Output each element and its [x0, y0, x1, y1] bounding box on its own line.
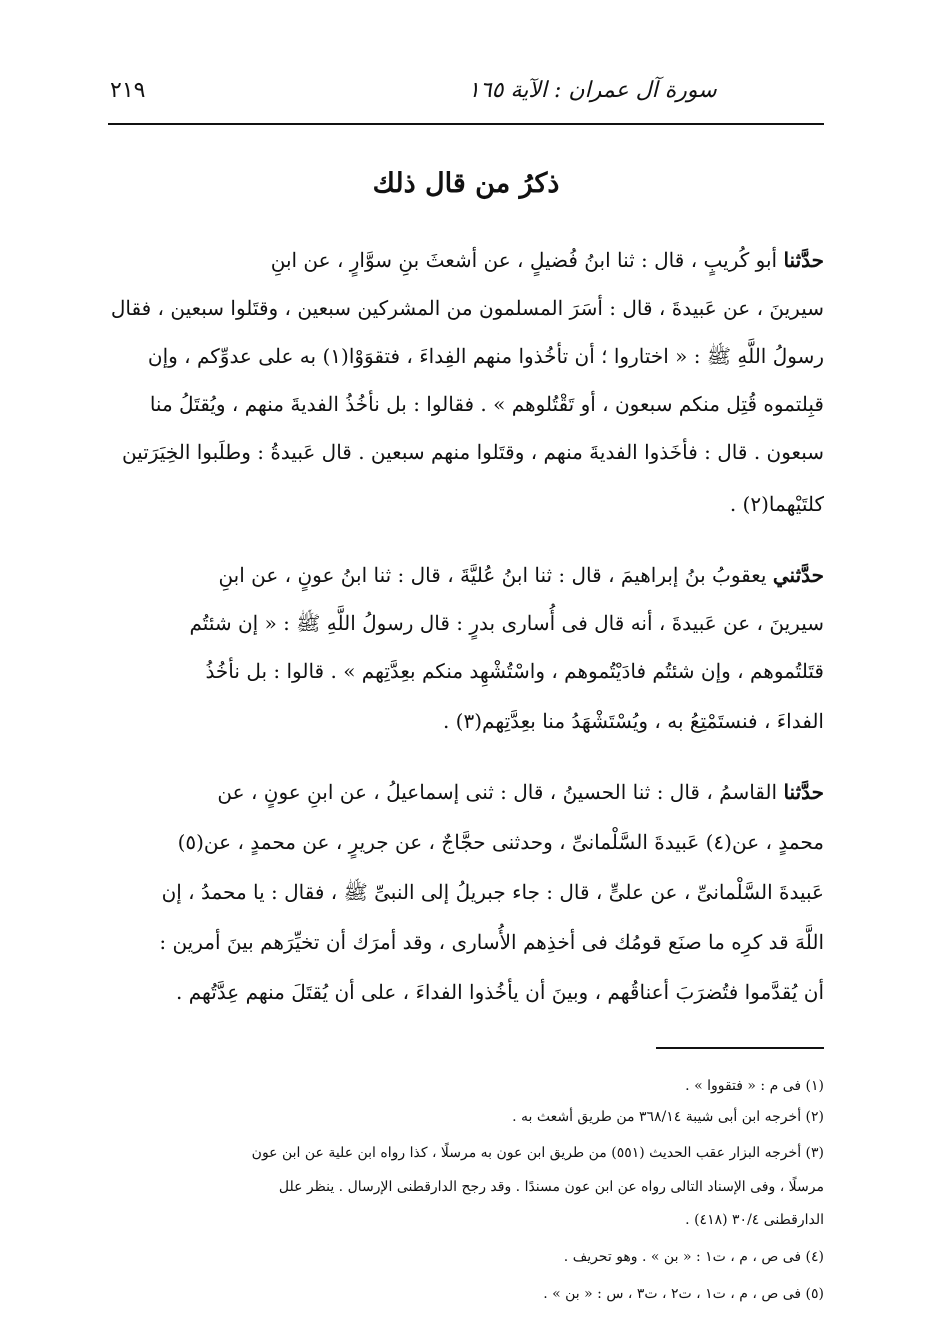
page-number: ٢١٩	[110, 78, 146, 103]
running-title: سورة آل عمران : الآية ١٦٥	[468, 78, 717, 103]
paragraph-lead: حدَّثني	[772, 563, 824, 587]
footnote: (٣) أخرجه البزار عقب الحديث (٥٥١) من طريق ابن عون به مرسلًا ، كذا رواه ابن علية عن ابن عون	[251, 1145, 824, 1161]
paragraph-line: كلتَيْهما(٢) .	[729, 492, 824, 516]
footnote: مرسلًا ، وفى الإسناد التالى رواه عن ابن عون مسندًا . وقد رجح الدارقطنى الإرسال . ينظر علل	[278, 1179, 824, 1195]
paragraph-line: سيرينَ ، عن عَبيدةَ ، أنه قال فى أُسارى بدرٍ : قال رسولُ اللَّهِ ﷺ : « إن شئتُم	[189, 611, 824, 635]
page-header	[108, 78, 824, 118]
footnote: الدارقطنى ٣٠/٤ (٤١٨) .	[685, 1212, 824, 1228]
paragraph-line: حدَّثني يعقوبُ بنُ إبراهيمَ ، قال : ثنا ابنُ عُليَّةَ ، قال : ثنا ابنُ عونٍ ، عن ابنِ	[218, 563, 824, 587]
footnote: (٥) فى ص ، م ، ت١ ، ت٢ ، ت٣ ، س : « بن » .	[543, 1286, 824, 1302]
section-heading: ذكرُ من قال ذلك	[372, 168, 560, 199]
paragraph-line: أن يُقدَّموا فتُضرَبَ أعناقُهم ، وبينَ أن يأخُذوا الفداءَ ، على أن يُقتَلَ منهم عِدَّتُهم .	[176, 980, 824, 1004]
paragraph-line: عَبيدةَ السَّلْمانىِّ ، عن علىٍّ ، قال : جاء جبريلُ إلى النبىِّ ﷺ ، فقال : يا محمدُ ، إن	[161, 880, 824, 904]
footnote: (٤) فى ص ، م ، ت١ : « بن » . وهو تحريف .	[563, 1249, 824, 1265]
footnote: (٢) أخرجه ابن أبى شيبة ٣٦٨/١٤ من طريق أشعث به .	[512, 1109, 824, 1125]
paragraph-line: سيرينَ ، عن عَبيدةَ ، قال : أسَرَ المسلمون من المشركين سبعين ، وقتَلوا سبعين ، فقال	[110, 296, 824, 320]
paragraph-line: محمدٍ ، عن(٤) عَبيدةَ السَّلْمانىِّ ، وحدثنى حجَّاجٌ ، عن جريرٍ ، عن محمدٍ ، عن(٥)	[177, 830, 824, 854]
footnote-rule	[656, 1047, 824, 1049]
paragraph-line: حدَّثنا القاسمُ ، قال : ثنا الحسينُ ، قال : ثنى إسماعيلُ ، عن ابنِ عونٍ ، عن	[217, 780, 824, 804]
paragraph-lead: حدَّثنا	[783, 780, 824, 804]
paragraph-line: الفداءَ ، فنستَمْتِعُ به ، ويُسْتَشْهَدُ منا بعِدَّتِهم(٣) .	[442, 709, 824, 733]
header-rule	[108, 123, 824, 125]
paragraph-lead: حدَّثنا	[783, 248, 824, 272]
footnote: (١) فى م : « فتقووا » .	[685, 1078, 824, 1094]
paragraph-line: اللَّهَ قد كرِه ما صنَع قومُك فى أخذِهم الأُسارى ، وقد أمرَك أن تخيِّرَهم بينَ أمرين :	[159, 930, 824, 954]
paragraph-line: رسولُ اللَّهِ ﷺ : « اختاروا ؛ أن تأخُذوا منهم الفِداءَ ، فتقوَوْا(١) به على عدوِّكم ، وإن	[147, 344, 824, 368]
paragraph-line: قتَلتُموهم ، وإن شئتُم فادَيْتُموهم ، واسْتُشْهِد منكم بعِدَّتِهم » . قالوا : بل نأخُذُ	[205, 659, 824, 683]
paragraph-line: سبعون . قال : فأخَذوا الفديةَ منهم ، وقتَلوا منهم سبعين . قال عَبيدةُ : وطلَبوا الخِيَرَتين	[121, 440, 824, 464]
paragraph-line: قبِلتموه قُتِل منكم سبعون ، أو تَقْتُلوهم » . فقالوا : بل نأخُذُ الفديةَ منهم ، ويُقتَلُ منا	[149, 392, 824, 416]
paragraph-line: حدَّثنا أبو كُريبٍ ، قال : ثنا ابنُ فُضيلٍ ، عن أشعثَ بنِ سوَّارٍ ، عن ابنِ	[270, 248, 824, 272]
